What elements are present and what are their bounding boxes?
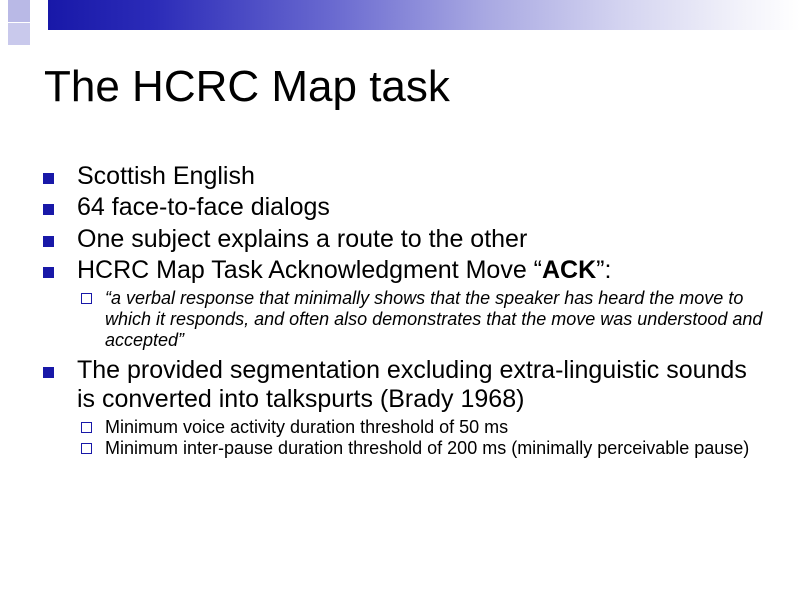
bullet-list-level1 xyxy=(40,162,766,460)
list-item xyxy=(40,356,766,460)
bullet-text-after: ”: xyxy=(596,255,612,284)
bullet-text: “a verbal response that minimally shows that the speaker has heard the move to which it responds, and often also demonstrates that the move was understood and accepted” xyxy=(105,288,763,351)
decor-square xyxy=(8,0,30,22)
list-item xyxy=(77,417,766,438)
slide-body xyxy=(40,162,766,464)
gradient-band-icon xyxy=(48,0,800,30)
header-decoration xyxy=(0,0,800,48)
list-item xyxy=(77,438,766,459)
hollow-square-bullet-icon xyxy=(81,443,92,454)
decor-square xyxy=(31,0,47,30)
hollow-square-bullet-icon xyxy=(81,293,92,304)
list-item xyxy=(40,162,766,191)
list-item xyxy=(40,193,766,222)
bullet-text: Scottish English xyxy=(77,162,255,190)
square-bullet-icon xyxy=(43,367,54,378)
decor-square xyxy=(31,31,47,45)
bullet-text: 64 face-to-face dialogs xyxy=(77,193,330,222)
bullet-text: One subject explains a route to the other xyxy=(77,224,528,253)
slide-title: The HCRC Map task xyxy=(44,62,450,111)
decor-square xyxy=(48,31,62,45)
bullet-list-level2 xyxy=(77,288,766,352)
bullet-list-level2 xyxy=(77,417,766,459)
list-item xyxy=(77,288,766,352)
bullet-text-emphasis: ACK xyxy=(542,255,597,284)
square-bullet-icon xyxy=(43,173,54,184)
bullet-text: Minimum inter-pause duration threshold of 200 ms (minimally perceivable pause) xyxy=(105,438,750,459)
square-bullet-icon xyxy=(43,204,54,215)
decor-square xyxy=(8,23,30,45)
list-item xyxy=(40,225,766,254)
bullet-text-before: HCRC Map Task Acknowledgment Move “ xyxy=(77,255,542,284)
square-bullet-icon xyxy=(43,267,54,278)
bullet-text: The provided segmentation excluding extra-linguistic sounds is converted into talkspurts (Brady 1968) xyxy=(77,355,747,413)
hollow-square-bullet-icon xyxy=(81,422,92,433)
square-bullet-icon xyxy=(43,236,54,247)
list-item xyxy=(40,256,766,352)
bullet-text: Minimum voice activity duration threshold of 50 ms xyxy=(105,417,509,438)
